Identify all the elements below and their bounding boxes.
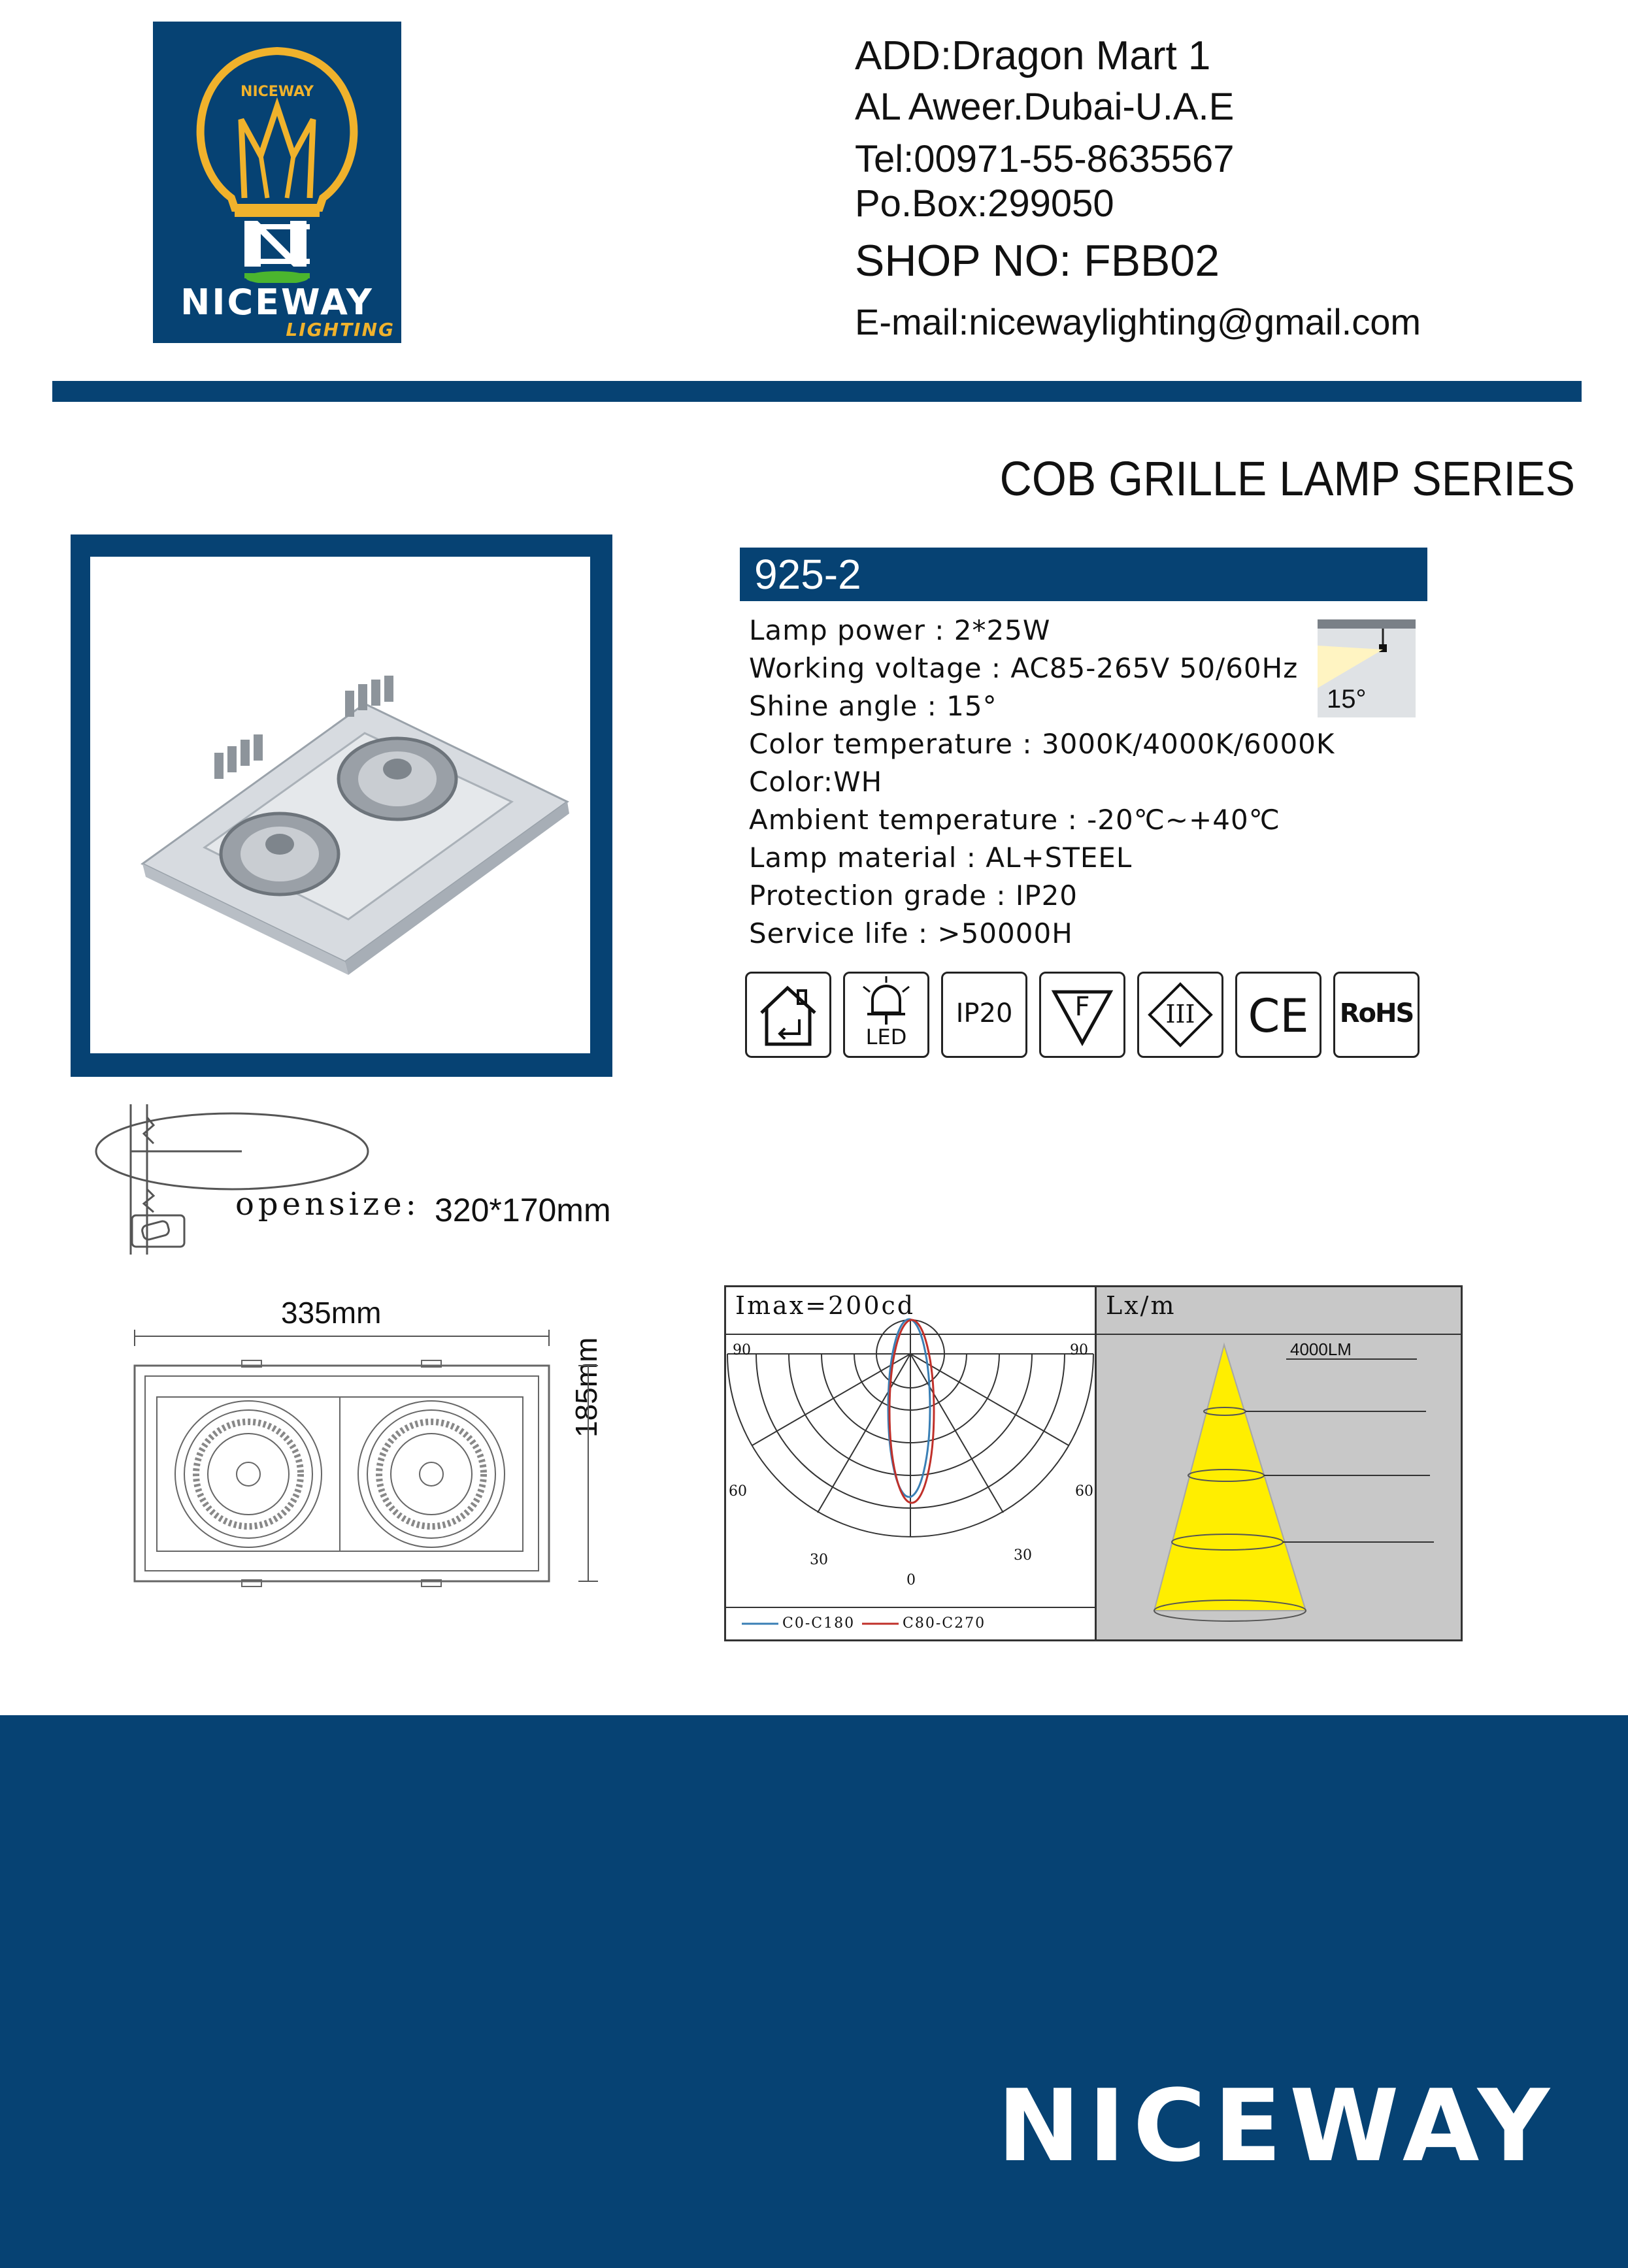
logo-brand-text: NICEWAY [180,282,374,323]
lux-title: Lx/m [1106,1291,1176,1320]
spec-service-life: Service life : >50000H [749,917,1073,949]
city-line: AL Aweer.Dubai-U.A.E [855,86,1235,128]
polar-label-90-right: 90 [1070,1342,1088,1358]
ce-badge-label: CE [1248,989,1309,1043]
spec-color: Color:WH [749,766,883,798]
polar-label-60-right: 60 [1075,1483,1093,1500]
dimension-width: 335mm [281,1296,382,1330]
beam-angle-icon [1318,619,1416,717]
dimension-height: 185mm [569,1337,603,1438]
f-mark-icon [1039,972,1125,1058]
shop-line: SHOP NO: FBB02 [855,236,1220,286]
polar-intensity-chart [724,1285,1097,1641]
spec-lamp-power: Lamp power : 2*25W [749,614,1051,646]
legend-c80-c270: C80-C270 [903,1615,986,1632]
ip20-icon [941,972,1027,1058]
class-iii-icon [1137,972,1223,1058]
series-title: COB GRILLE LAMP SERIES [999,452,1575,506]
ce-mark-icon [1235,972,1321,1058]
footer-band [0,1715,1628,2268]
cutout-diagram [91,1098,379,1255]
rohs-icon [1333,972,1420,1058]
pobox-line: Po.Box:299050 [855,182,1114,225]
rohs-badge-label: RoHS [1339,998,1414,1028]
header-divider [52,381,1582,402]
indoor-use-icon [745,972,831,1058]
email-line: E-mail:nicewaylighting@gmail.com [855,301,1421,342]
polar-label-0: 0 [906,1572,916,1588]
opensize-label: opensize: [235,1186,420,1223]
led-badge-label: LED [865,1025,907,1049]
ip20-badge-label: IP20 [955,998,1013,1028]
logo-sub-text: LIGHTING [286,319,395,340]
model-bar [740,548,1427,601]
spec-color-temperature: Color temperature : 3000K/4000K/6000K [749,728,1335,760]
illuminance-cone-chart [1097,1285,1463,1641]
model-number: 925-2 [754,551,861,598]
f-badge-label: F [1074,992,1090,1022]
company-logo [153,22,401,343]
footer-brand: NICEWAY [997,2068,1557,2184]
spec-protection-grade: Protection grade : IP20 [749,879,1078,912]
polar-label-30-left: 30 [810,1552,828,1568]
product-photo [90,557,590,1053]
polar-label-90-left: 90 [733,1342,751,1358]
spec-lamp-material: Lamp material : AL+STEEL [749,842,1133,874]
logo-arc-text: NICEWAY [241,84,314,100]
spec-shine-angle: Shine angle : 15° [749,690,997,722]
polar-title: Imax=200cd [735,1291,916,1320]
opensize-value: 320*170mm [435,1192,611,1228]
spec-ambient-temperature: Ambient temperature : -20℃~+40℃ [749,804,1280,836]
polar-label-60-left: 60 [729,1483,747,1500]
spec-working-voltage: Working voltage : AC85-265V 50/60Hz [749,652,1299,684]
dimension-drawing [124,1326,608,1601]
lumen-value: 4000LM [1290,1339,1352,1359]
class-iii-label: III [1165,1000,1195,1028]
polar-label-30-right: 30 [1014,1547,1032,1564]
beam-angle-label: 15° [1327,685,1367,714]
legend-c0-c180: C0-C180 [782,1615,856,1632]
bulb-icon [153,22,401,283]
product-photo-frame [71,534,612,1077]
address-line: ADD:Dragon Mart 1 [855,33,1211,78]
phone-line: Tel:00971-55-8635567 [855,138,1235,180]
led-lamp-icon [843,972,929,1058]
